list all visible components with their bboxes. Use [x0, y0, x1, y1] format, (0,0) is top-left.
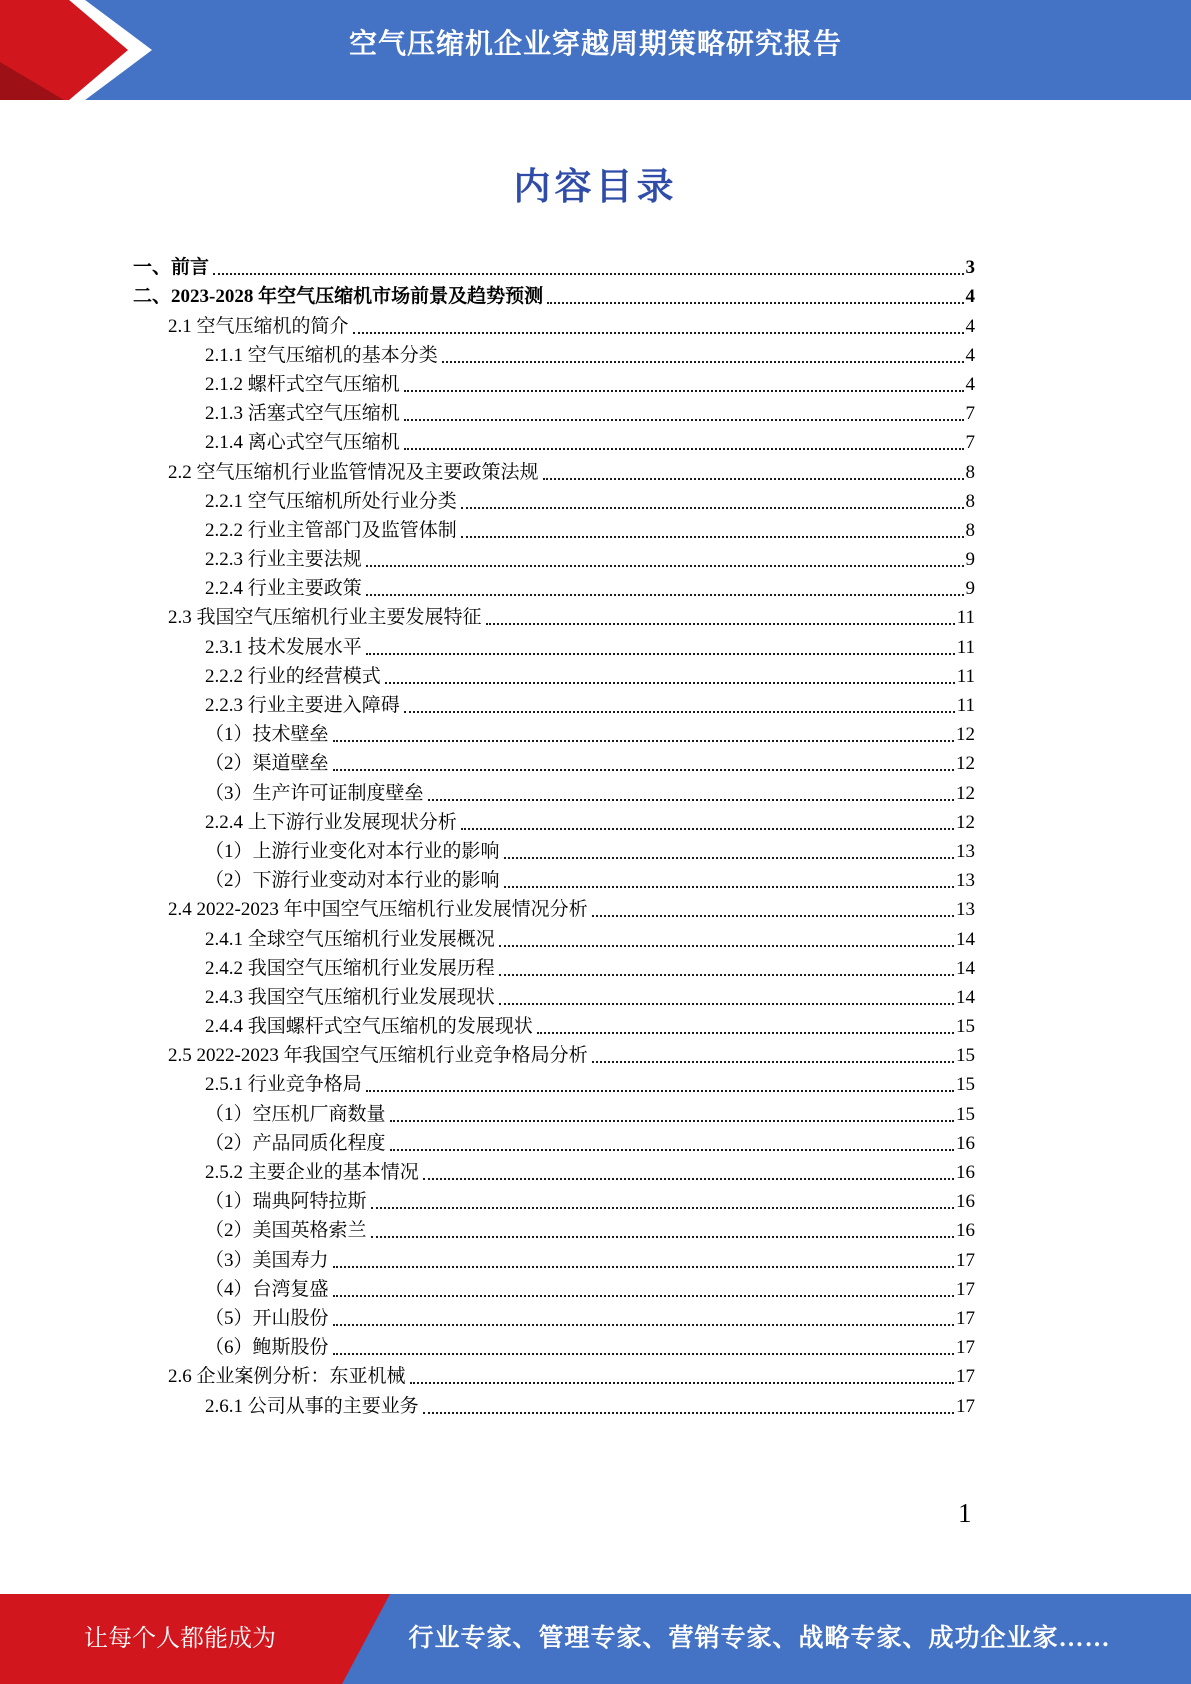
toc-entry-page-number: 11 — [956, 636, 975, 658]
toc-dot-leader — [390, 1149, 954, 1151]
toc-entry[interactable] — [133, 923, 975, 952]
toc-entry-page-number: 12 — [956, 724, 975, 746]
toc-dot-leader — [499, 1003, 954, 1005]
toc-entry-page-number: 15 — [956, 1016, 975, 1038]
toc-entry[interactable] — [133, 690, 975, 719]
toc-entry-page-number: 7 — [965, 432, 975, 454]
toc-dot-leader — [504, 886, 954, 888]
toc-entry-title: 2.4.3 我国空气压缩机行业发展现状 — [205, 986, 495, 1008]
toc-entry-title: 2.2.1 空气压缩机所处行业分类 — [205, 490, 457, 512]
toc-entry-title: 2.2.4 行业主要政策 — [205, 578, 362, 600]
toc-entry-page-number: 3 — [965, 257, 975, 279]
toc-entry-page-number: 16 — [956, 1220, 975, 1242]
toc-entry-title: （1）瑞典阿特拉斯 — [205, 1191, 367, 1213]
toc-entry-title: 2.3 我国空气压缩机行业主要发展特征 — [168, 607, 482, 629]
toc-entry[interactable] — [133, 1244, 975, 1273]
toc-entry-page-number: 8 — [965, 490, 975, 512]
report-header — [0, 0, 1191, 100]
toc-dot-leader — [423, 1178, 954, 1180]
toc-entry[interactable] — [133, 1332, 975, 1361]
toc-dot-leader — [371, 1207, 954, 1209]
toc-dot-leader — [333, 1295, 954, 1297]
toc-dot-leader — [333, 769, 954, 771]
toc-dot-leader — [385, 682, 955, 684]
toc-dot-leader — [333, 740, 954, 742]
report-title: 空气压缩机企业穿越周期策略研究报告 — [348, 28, 842, 59]
footer-slogan-right: 行业专家、管理专家、营销专家、战略专家、成功企业家…… — [408, 1625, 1111, 1652]
toc-entry-title: （3）美国寿力 — [205, 1249, 329, 1271]
toc-entry-title: （4）台湾复盛 — [205, 1278, 329, 1300]
toc-entry-page-number: 11 — [956, 665, 975, 687]
toc-dot-leader — [428, 799, 954, 801]
toc-entry-title: 2.4.2 我国空气压缩机行业发展历程 — [205, 957, 495, 979]
toc-entry[interactable] — [133, 1390, 975, 1419]
toc-entry-title: （2）美国英格索兰 — [205, 1220, 367, 1242]
toc-entry-title: （1）空压机厂商数量 — [205, 1103, 386, 1125]
toc-entry-page-number: 14 — [956, 928, 975, 950]
toc-dot-leader — [404, 419, 964, 421]
toc-entry-page-number: 16 — [956, 1162, 975, 1183]
toc-entry-title: 2.2.4 上下游行业发展现状分析 — [205, 811, 457, 833]
toc-entry-title: 2.1 空气压缩机的简介 — [168, 315, 349, 337]
toc-entry[interactable] — [133, 836, 975, 865]
toc-dot-leader — [537, 1032, 954, 1034]
toc-entry[interactable] — [133, 953, 975, 982]
toc-entry-title: 2.5.1 行业竞争格局 — [205, 1074, 362, 1096]
toc-entry-page-number: 4 — [965, 344, 975, 366]
toc-entry[interactable] — [133, 1215, 975, 1244]
toc-entry-title: 2.1.3 活塞式空气压缩机 — [205, 403, 400, 425]
toc-entry-title: 2.6 企业案例分析：东亚机械 — [168, 1366, 406, 1388]
toc-entry-page-number: 14 — [956, 986, 975, 1008]
toc-entry[interactable] — [133, 1186, 975, 1215]
toc-dot-leader — [592, 915, 954, 917]
toc-entry-page-number: 16 — [956, 1191, 975, 1213]
toc-entry-title: 2.2.3 行业主要法规 — [205, 549, 362, 571]
toc-entry[interactable] — [133, 865, 975, 894]
toc-entry[interactable] — [133, 544, 975, 573]
toc-entry-title: （2）产品同质化程度 — [205, 1132, 386, 1154]
toc-dot-leader — [547, 302, 963, 304]
toc-entry[interactable] — [133, 573, 975, 602]
toc-entry-title: （5）开山股份 — [205, 1307, 329, 1329]
toc-dot-leader — [499, 974, 954, 976]
toc-entry-page-number: 9 — [965, 578, 975, 600]
toc-heading: 内容目录 — [513, 167, 678, 208]
toc-entry-title: 2.3.1 技术发展水平 — [205, 636, 362, 658]
toc-dot-leader — [461, 507, 964, 509]
toc-dot-leader — [366, 565, 964, 567]
toc-entry[interactable] — [133, 1303, 975, 1332]
toc-entry-page-number: 12 — [956, 782, 975, 804]
toc-entry-page-number: 16 — [956, 1132, 975, 1154]
toc-entry-title: 2.2.2 行业主管部门及监管体制 — [205, 519, 457, 541]
toc-entry-title: 2.1.1 空气压缩机的基本分类 — [205, 344, 438, 366]
toc-entry-title: 二、2023-2028 年空气压缩机市场前景及趋势预测 — [133, 286, 544, 308]
toc-entry-title: 2.5 2022-2023 年我国空气压缩机行业竞争格局分析 — [168, 1045, 588, 1067]
toc-dot-leader — [543, 478, 964, 480]
toc-entry-page-number: 4 — [965, 315, 975, 337]
toc-entry-title: 2.6.1 公司从事的主要业务 — [205, 1395, 419, 1417]
toc-entry[interactable] — [133, 515, 975, 544]
toc-dot-leader — [442, 361, 964, 363]
toc-dot-leader — [410, 1382, 954, 1384]
toc-entry-title: 2.5.2 主要企业的基本情况 — [205, 1162, 419, 1183]
toc-entry[interactable] — [133, 1128, 975, 1157]
toc-entry[interactable] — [133, 807, 975, 836]
toc-entry-page-number: 17 — [956, 1278, 975, 1300]
toc-dot-leader — [404, 448, 964, 450]
toc-entry-title: 2.1.4 离心式空气压缩机 — [205, 432, 400, 454]
toc-entry-title: （2）下游行业变动对本行业的影响 — [205, 870, 500, 892]
toc-entry-title: 2.2.3 行业主要进入障碍 — [205, 695, 400, 716]
toc-entry-page-number: 13 — [956, 870, 975, 892]
toc-entry-title: 2.4 2022-2023 年中国空气压缩机行业发展情况分析 — [168, 899, 588, 921]
toc-entry-page-number: 15 — [956, 1103, 975, 1125]
toc-dot-leader — [504, 857, 954, 859]
toc-dot-leader — [404, 390, 964, 392]
toc-entry-page-number: 4 — [965, 286, 975, 308]
toc-entry-title: 2.1.2 螺杆式空气压缩机 — [205, 373, 400, 395]
toc-entry[interactable] — [133, 1069, 975, 1098]
toc-dot-leader — [366, 1090, 954, 1092]
toc-dot-leader — [213, 273, 963, 275]
toc-dot-leader — [499, 945, 954, 947]
toc-dot-leader — [366, 653, 955, 655]
toc-entry-page-number: 13 — [956, 840, 975, 862]
toc-entry-page-number: 4 — [965, 373, 975, 395]
toc-entry[interactable] — [133, 369, 975, 398]
toc-entry[interactable] — [133, 310, 975, 339]
toc-dot-leader — [353, 332, 964, 334]
toc-dot-leader — [366, 594, 964, 596]
toc-entry-page-number: 17 — [956, 1249, 975, 1271]
toc-dot-leader — [423, 1412, 954, 1414]
page-footer — [0, 1594, 1191, 1684]
toc-entry-title: （6）鲍斯股份 — [205, 1337, 329, 1359]
toc-entry[interactable] — [133, 252, 975, 281]
toc-entry-page-number: 15 — [956, 1074, 975, 1096]
toc-dot-leader — [404, 711, 955, 713]
toc-entry[interactable] — [133, 427, 975, 456]
toc-entry[interactable] — [133, 340, 975, 369]
toc-entry-title: 2.2 空气压缩机行业监管情况及主要政策法规 — [168, 461, 539, 483]
toc-entry[interactable] — [133, 894, 975, 923]
toc-entry[interactable] — [133, 1040, 975, 1069]
toc-entry[interactable] — [133, 982, 975, 1011]
toc-entry[interactable] — [133, 631, 975, 660]
footer-slogan-left: 让每个人都能成为 — [84, 1625, 276, 1652]
toc-entry-page-number: 14 — [956, 957, 975, 979]
toc-entry-title: 2.4.4 我国螺杆式空气压缩机的发展现状 — [205, 1016, 533, 1038]
toc-entry-page-number: 12 — [956, 811, 975, 833]
toc-entry-title: （2）渠道壁垒 — [205, 753, 329, 775]
toc-dot-leader — [461, 828, 954, 830]
toc-list — [133, 252, 975, 1420]
toc-entry[interactable] — [133, 602, 975, 631]
toc-entry[interactable] — [133, 661, 975, 690]
page-number: 1 — [958, 1498, 972, 1528]
toc-entry[interactable] — [133, 281, 975, 310]
toc-entry-page-number: 11 — [956, 695, 975, 716]
toc-entry-page-number: 11 — [956, 607, 975, 629]
page-content — [0, 100, 1191, 1420]
toc-entry-page-number: 17 — [956, 1395, 975, 1417]
toc-dot-leader — [371, 1236, 954, 1238]
toc-entry-page-number: 9 — [965, 549, 975, 571]
toc-entry[interactable] — [133, 777, 975, 806]
toc-entry-title: （1）上游行业变化对本行业的影响 — [205, 840, 500, 862]
toc-entry[interactable] — [133, 1098, 975, 1127]
toc-entry-page-number: 15 — [956, 1045, 975, 1067]
toc-entry[interactable] — [133, 719, 975, 748]
toc-dot-leader — [333, 1266, 954, 1268]
toc-entry-page-number: 8 — [965, 519, 975, 541]
toc-entry-title: 2.2.2 行业的经营模式 — [205, 665, 381, 687]
toc-entry-page-number: 17 — [956, 1307, 975, 1329]
toc-entry[interactable] — [133, 1011, 975, 1040]
toc-entry[interactable] — [133, 398, 975, 427]
toc-entry[interactable] — [133, 1157, 975, 1186]
toc-entry[interactable] — [133, 1274, 975, 1303]
toc-entry[interactable] — [133, 748, 975, 777]
toc-dot-leader — [333, 1324, 954, 1326]
toc-dot-leader — [390, 1120, 954, 1122]
toc-entry-page-number: 8 — [965, 461, 975, 483]
toc-entry-page-number: 12 — [956, 753, 975, 775]
toc-dot-leader — [333, 1353, 954, 1355]
toc-entry-title: （1）技术壁垒 — [205, 724, 329, 746]
toc-entry[interactable] — [133, 456, 975, 485]
toc-entry-page-number: 17 — [956, 1337, 975, 1359]
toc-dot-leader — [486, 623, 955, 625]
toc-entry-title: 一、前言 — [133, 257, 210, 279]
toc-entry[interactable] — [133, 486, 975, 515]
toc-entry-title: （3）生产许可证制度壁垒 — [205, 782, 424, 804]
toc-entry-title: 2.4.1 全球空气压缩机行业发展概况 — [205, 928, 495, 950]
toc-entry[interactable] — [133, 1361, 975, 1390]
toc-dot-leader — [461, 536, 964, 538]
toc-entry-page-number: 7 — [965, 403, 975, 425]
toc-entry-page-number: 17 — [956, 1366, 975, 1388]
toc-entry-page-number: 13 — [956, 899, 975, 921]
toc-dot-leader — [592, 1061, 954, 1063]
